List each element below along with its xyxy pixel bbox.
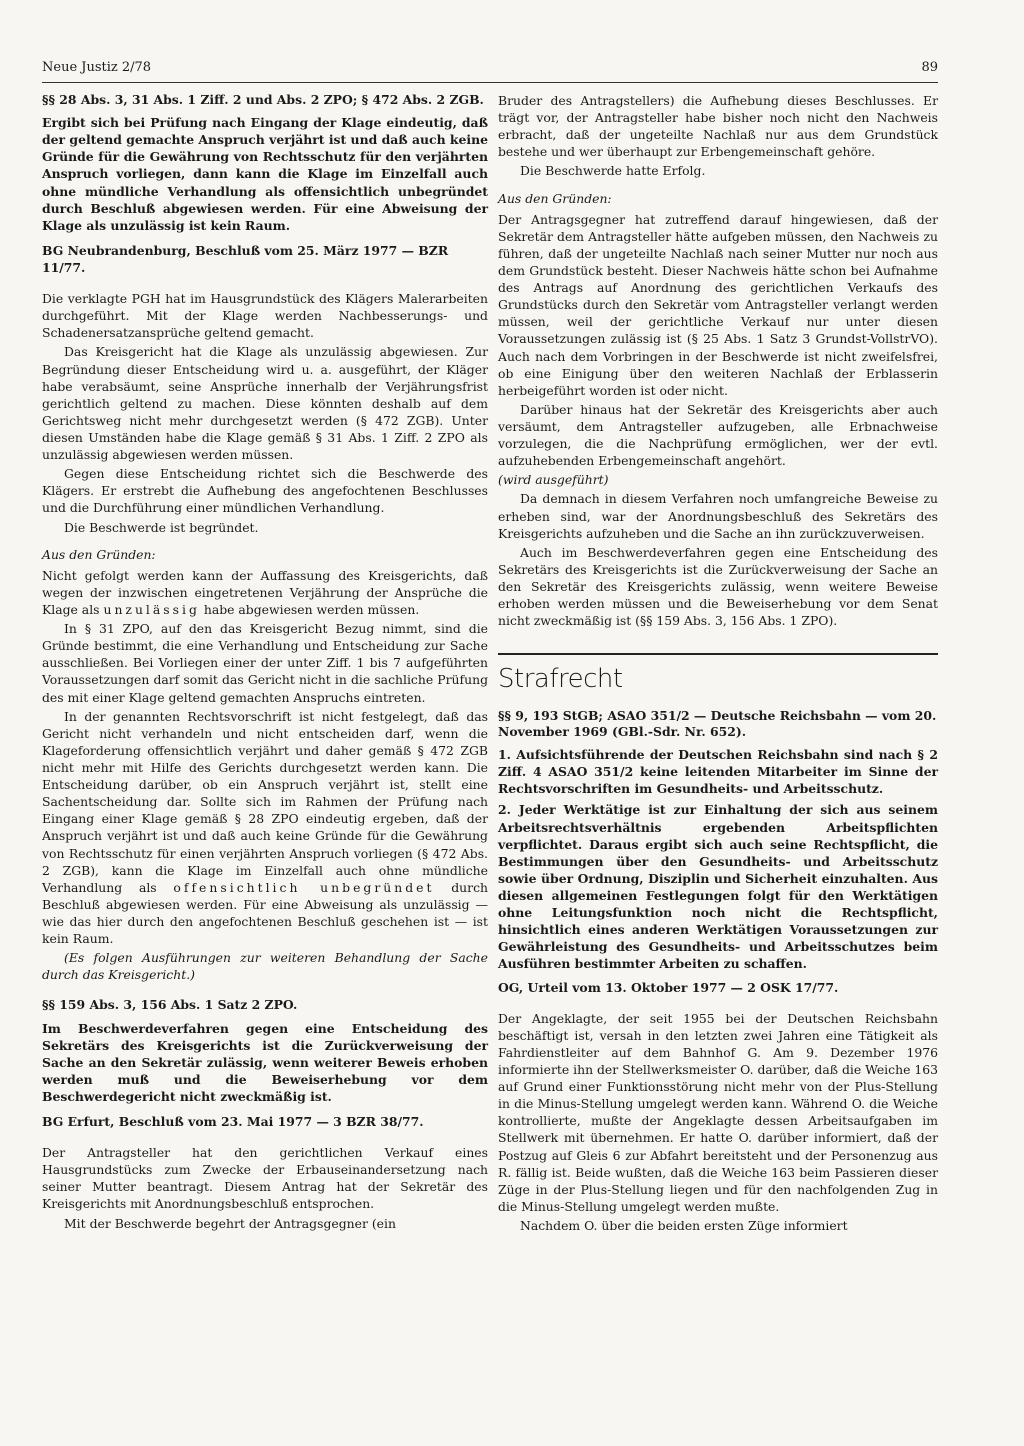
right-column	[498, 92, 938, 1236]
case2-leitsatz: Im Beschwerdeverfahren gegen eine Entscheidung des Sekretärs des Kreisgerichts ist die Zurückverweisung der Sache an den Sekretär zulässig, wenn weiterer Beweis erhoben werden muß und die Beweiserhebung vor dem Beschwerdegericht nicht zweckmäßig ist.	[42, 1020, 488, 1104]
section-divider	[498, 653, 938, 655]
case1-paragraph: Die Beschwerde ist begründet.	[64, 519, 259, 535]
case2-norms: §§ 159 Abs. 3, 156 Abs. 1 Satz 2 ZPO.	[42, 997, 298, 1013]
case2-reason: Darüber hinaus hat der Sekretär des Kreisgerichts aber auch versäumt, dem Antragsteller aufzugeben, alle Erbnachweise vorzulegen, die die Nachprüfung ermöglichen, wer der evtl. aufzuhebenden Erbengemeinschaft angehört.	[498, 401, 938, 469]
case1-paragraph: Die verklagte PGH hat im Hausgrundstück des Klägers Malerarbeiten durchgeführt. Mit der Klage werden Nachbesserungs- und Schadenersatzansprüche geltend gemacht.	[42, 291, 488, 341]
section-title: Strafrecht	[498, 664, 623, 695]
case1-paragraph: Das Kreisgericht hat die Klage als unzulässig abgewiesen. Zur Begründung dieser Entscheidung wird u. a. ausgeführt, der Kläger habe verabsäumt, seine Ansprüche innerhalb der Verjährungsfrist gerichtlich geltend zu machen. Diese könnten deshalb auf dem Gerichtsweg nicht mehr durchgesetzt werden (§ 472 ZGB). Unter diesen Umständen habe die Klage gemäß § 31 Abs. 1 Ziff. 2 ZPO als unzulässig abgewiesen werden müssen.	[42, 344, 488, 463]
case1-reason: Nicht gefolgt werden kann der Auffassung des Kreisgerichts, daß wegen der inzwischen eingetretenen Verjährung der Ansprüche die Klage als unzulässig habe abgewiesen werden müssen.	[42, 567, 488, 617]
case2-reason: Der Antragsgegner hat zutreffend darauf hingewiesen, daß der Sekretär dem Antragsteller hätte aufgeben müssen, den Nachweis zu führen, daß der ungeteilte Nachlaß nach seiner Mutter nur noch aus dem Grundstück besteht. Dieser Nachweis hätte schon bei Aufnahme des Antrags auf Anordnung des gerichtlichen Verkaufs des Grundstücks durch den Sekretär vom Antragsteller verlangt werden müssen, weil der gerichtliche Verkauf nur unter diesen Voraussetzungen zulässig ist (§ 25 Abs. 1 Satz 3 Grundst-VollstrVO). Auch nach dem Vorbringen in der Beschwerde ist nicht zweifelsfrei, ob eine Einigung über den weiteren Nachlaß der Erblasserin herbeigeführt worden ist oder nicht.	[498, 211, 938, 398]
case1-editorial-note: (Es folgen Ausführungen zur weiteren Behandlung der Sache durch das Kreisgericht.)	[42, 950, 488, 983]
case2-paragraph: Bruder des Antragstellers) die Aufhebung dieses Beschlusses. Er trägt vor, der Antragsteller habe bisher noch nicht den Nachweis erbracht, daß der ungeteilte Nachlaß nur aus dem Grundstück bestehe und wer überhaupt zur Erbengemeinschaft gehöre.	[498, 93, 938, 160]
case1-reasons-heading: Aus den Gründen:	[42, 546, 156, 562]
case1-reason: In der genannten Rechtsvorschrift ist nicht festgelegt, daß das Gericht nicht verhandeln und nicht entscheiden darf, wenn die Klageforderung offensichtlich verjährt und daher gemäß § 472 ZGB nicht mehr mit Hilfe des Gerichts durchgesetzt werden kann. Die Entscheidung darüber, ob ein Anspruch verjährt ist, stellt eine Sachentscheidung dar. Sollte sich im Rahmen der Prüfung nach Eingang einer Klage gemäß § 28 ZPO eindeutig ergeben, daß der Anspruch verjährt ist und daß auch keine Gründe für die Gewährung von Rechtsschutz für einen verjährten Anspruch vorliegen (§ 472 Abs. 2 ZGB), kann die Klage im Einzelfall auch ohne mündliche Verhandlung als offensichtlich unbegründet durch Beschluß abgewiesen werden. Für eine Abweisung als unzulässig — wie das hier durch den angefochtenen Beschluß geschehen ist — ist kein Raum.	[42, 708, 488, 947]
case2-paragraph: Der Antragsteller hat den gerichtlichen Verkauf eines Hausgrundstücks zum Zwecke der Erbauseinandersetzung nach seiner Mutter beantragt. Diesem Antrag hat der Sekretär des Kreisgerichts mit Anordnungsbeschluß entsprochen.	[42, 1145, 488, 1212]
case3-paragraph: Nachdem O. über die beiden ersten Züge informiert	[520, 1217, 848, 1233]
case3-paragraph: Der Angeklagte, der seit 1955 bei der Deutschen Reichsbahn beschäftigt ist, versah in den letzten zwei Jahren eine Tätigkeit als Fahrdienstleiter auf dem Bahnhof G. Am 9. Dezember 1976 informierte ihn der Stellwerksmeister O. darüber, daß die Weiche 163 auf Grund einer Funktionsstörung nicht mehr von der Plus-Stellung in die Minus-Stellung umgelegt werden kann. Während O. die Weiche kontrollierte, mußte der Angeklagte dessen Arbeitsaufgaben im Stellwerk mit übernehmen. Er hatte O. darüber informiert, daß der Postzug auf Gleis 6 zur Abfahrt bereitsteht und der Personenzug aus R. fällig ist. Beide wußten, daß die Weiche 163 beim Passieren dieser Züge in der Plus-Stellung liegen und für den nachfolgenden Zug in die Minus-Stellung umgelegt werden mußte.	[498, 1010, 938, 1214]
case3-norms: §§ 9, 193 StGB; ASAO 351/2 — Deutsche Reichsbahn — vom 20. November 1969 (GBl.-Sdr. Nr. 652).	[498, 707, 937, 739]
case2-reason: Auch im Beschwerdeverfahren gegen eine Entscheidung des Sekretärs des Kreisgerichts ist die Zurückverweisung der Sache an den Sekretär des Kreisgerichts zulässig, wenn weitere Beweise erhoben werden müssen und die Beweiserhebung vor dem Senat nicht zweckmäßig ist (§§ 159 Abs. 3, 156 Abs. 1 ZPO).	[498, 544, 938, 629]
case3-leitsatz-2: 2. Jeder Werktätige ist zur Einhaltung der sich aus seinem Arbeitsrechtsverhältnis ergebenden Arbeitspflichten verpflichtet. Daraus ergibt sich auch seine Rechtspflicht, die Bestimmungen über den Gesundheits- und Arbeitsschutz sowie über Ordnung, Disziplin und Sicherheit einzuhalten. Aus diesen allgemeinen Festlegungen folgt für den Werktätigen ohne Leitungsfunktion noch nicht die Rechtspflicht, hinsichtlich eines anderen Werktätigen Voraussetzungen zur Gewährleistung des Gesundheits- und Arbeitsschutzes beim Ausführen bestimmter Arbeiten zu schaffen.	[498, 802, 938, 972]
case1-norms: §§ 28 Abs. 3, 31 Abs. 1 Ziff. 2 und Abs. 2 ZPO; § 472 Abs. 2 ZGB.	[42, 92, 484, 107]
case2-reason: Da demnach in diesem Verfahren noch umfangreiche Beweise zu erheben sind, war der Anordnungsbeschluß des Sekretärs des Kreisgerichts aufzuheben und die Sache an ihn zurückzuverweisen.	[498, 491, 938, 541]
case2-reasons-heading: Aus den Gründen:	[498, 190, 612, 206]
page-header	[42, 60, 938, 83]
case1-reason: In § 31 ZPO, auf den das Kreisgericht Bezug nimmt, sind die Gründe bestimmt, die eine Verhandlung und Entscheidung zur Sache ausschließen. Bei Vorliegen einer der unter Ziff. 1 bis 7 aufgeführten Voraussetzungen darf somit das Gericht nicht in die sachliche Prüfung des mit einer Klage geltend gemachten Anspruchs eintreten.	[42, 621, 488, 705]
case2-editorial-note: (wird ausgeführt)	[498, 472, 609, 488]
page-number: 89	[921, 60, 938, 75]
case3-leitsatz-1: 1. Aufsichtsführende der Deutschen Reichsbahn sind nach § 2 Ziff. 4 ASAO 351/2 keine leitenden Mitarbeiter im Sinne der Rechtsvorschriften im Gesundheits- und Arbeitsschutz.	[498, 747, 938, 797]
case3-source: OG, Urteil vom 13. Oktober 1977 — 2 OSK 17/77.	[498, 979, 839, 995]
case1-paragraph: Gegen diese Entscheidung richtet sich die Beschwerde des Klägers. Er erstrebt die Aufhebung des angefochtenen Beschlusses und die Durchführung einer mündlichen Verhandlung.	[42, 466, 488, 516]
case2-paragraph: Mit der Beschwerde begehrt der Antragsgegner (ein	[64, 1215, 396, 1231]
case1-leitsatz: Ergibt sich bei Prüfung nach Eingang der Klage eindeutig, daß der geltend gemachte Anspruch verjährt ist und daß auch keine Gründe für die Gewährung von Rechtsschutz für den verjährten Anspruch vorliegen, dann kann die Klage im Einzelfall auch ohne mündliche Verhandlung als offensichtlich unbegründet durch Beschluß abgewiesen werden. Für eine Abweisung der Klage als unzulässig ist kein Raum.	[42, 115, 488, 233]
case2-paragraph: Die Beschwerde hatte Erfolg.	[520, 163, 706, 179]
left-column	[42, 92, 488, 1234]
case2-source: BG Erfurt, Beschluß vom 23. Mai 1977 — 3 BZR 38/77.	[42, 1114, 424, 1130]
journal-title: Neue Justiz 2/78	[42, 60, 152, 75]
case1-source: BG Neubrandenburg, Beschluß vom 25. März 1977 — BZR 11/77.	[42, 242, 449, 275]
